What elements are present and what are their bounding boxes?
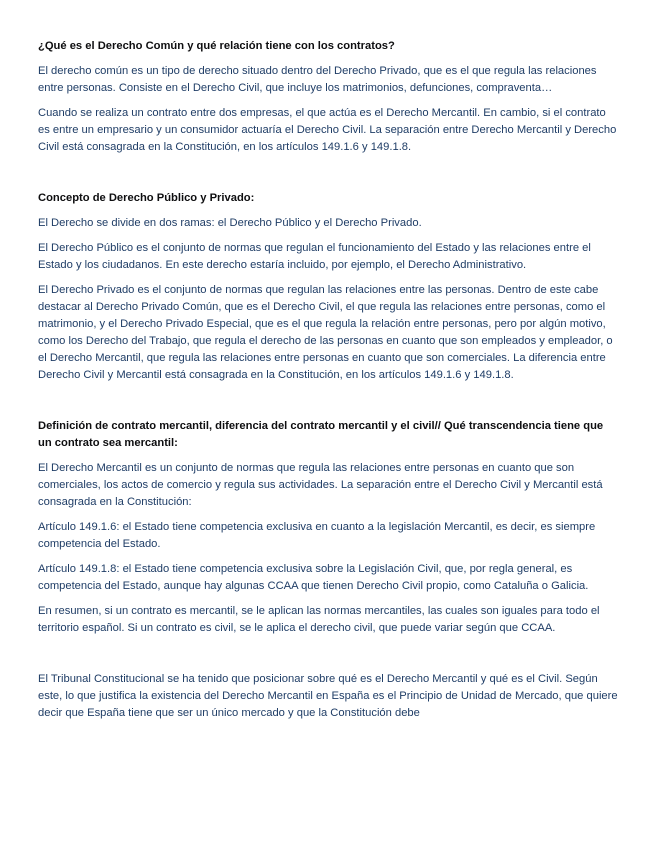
paragraph: Cuando se realiza un contrato entre dos empresas, el que actúa es el Derecho Mercantil. En cambio, si el contrato es entre un empresario y un consumidor actuaría el Derecho Civil. La separación entre Derecho Mercantil y Derecho Civil está consagrada en la Constitución, en los artículos 149.1.6 y 149.1.8. (38, 107, 617, 153)
section-spacer (38, 645, 618, 671)
section-heading: ¿Qué es el Derecho Común y qué relación tiene con los contratos? (38, 40, 395, 52)
section-heading: Concepto de Derecho Público y Privado: (38, 192, 255, 204)
section-contrato-mercantil (38, 418, 618, 637)
paragraph: El Derecho Mercantil es un conjunto de normas que regula las relaciones entre personas en cuanto que son comerciales, los actos de comercio y regula sus actividades. La separación entre el Derecho Civil y Mercantil está consagrada en la Constitución: (38, 462, 603, 508)
section-derecho-publico-privado (38, 190, 618, 384)
paragraph: El Derecho Privado es el conjunto de normas que regulan las relaciones entre las personas. Dentro de este cabe destacar al Derecho Privado Común, que es el Derecho Civil, el que regula las relaciones entre personas, como el matrimonio, y el Derecho Privado Especial, que es el que regula la relación entre personas, pero por algún motivo, como los Derecho del Trabajo, que regula el derecho de las personas en cuanto que son empleados y empleador, o el Derecho Mercantil, que regula las relaciones entre personas en cuanto que son comerciales. La diferencia entre Derecho Civil y Mercantil está consagrada en la Constitución, en los artículos 149.1.6 y 149.1.8. (38, 284, 613, 381)
paragraph: El Derecho se divide en dos ramas: el Derecho Público y el Derecho Privado. (38, 217, 422, 229)
section-heading: Definición de contrato mercantil, diferencia del contrato mercantil y el civil// Qué transcendencia tiene que un contrato sea mercantil: (38, 420, 604, 449)
paragraph: El Tribunal Constitucional se ha tenido que posicionar sobre qué es el Derecho Mercantil y qué es el Civil. Según este, lo que justifica la existencia del Derecho Mercantil en España es el Principio de Unidad de Mercado, que quiere decir que España tiene que ser un único mercado y que la Constitución debe (38, 673, 618, 719)
paragraph: El derecho común es un tipo de derecho situado dentro del Derecho Privado, que es el que regula las relaciones entre personas. Consiste en el Derecho Civil, que incluye los matrimonios, defunciones, compraventa… (38, 65, 597, 94)
section-spacer (38, 164, 618, 190)
document-page (38, 38, 618, 730)
section-spacer (38, 392, 618, 418)
paragraph: Artículo 149.1.8: el Estado tiene competencia exclusiva sobre la Legislación Civil, que, por regla general, es competencia del Estado, aunque hay algunas CCAA que tienen Derecho Civil propio, como Cataluña o Galicia. (38, 563, 589, 592)
paragraph: Artículo 149.1.6: el Estado tiene competencia exclusiva en cuanto a la legislación Mercantil, es decir, es siempre competencia del Estado. (38, 521, 596, 550)
paragraph: En resumen, si un contrato es mercantil, se le aplican las normas mercantiles, las cuales son iguales para todo el territorio español. Si un contrato es civil, se le aplica el derecho civil, que puede variar según que CCAA. (38, 605, 600, 634)
section-tribunal-constitucional (38, 671, 618, 722)
section-derecho-comun (38, 38, 618, 156)
paragraph: El Derecho Público es el conjunto de normas que regulan el funcionamiento del Estado y las relaciones entre el Estado y los ciudadanos. En este derecho estaría incluido, por ejemplo, el Derecho Administrativo. (38, 242, 591, 271)
